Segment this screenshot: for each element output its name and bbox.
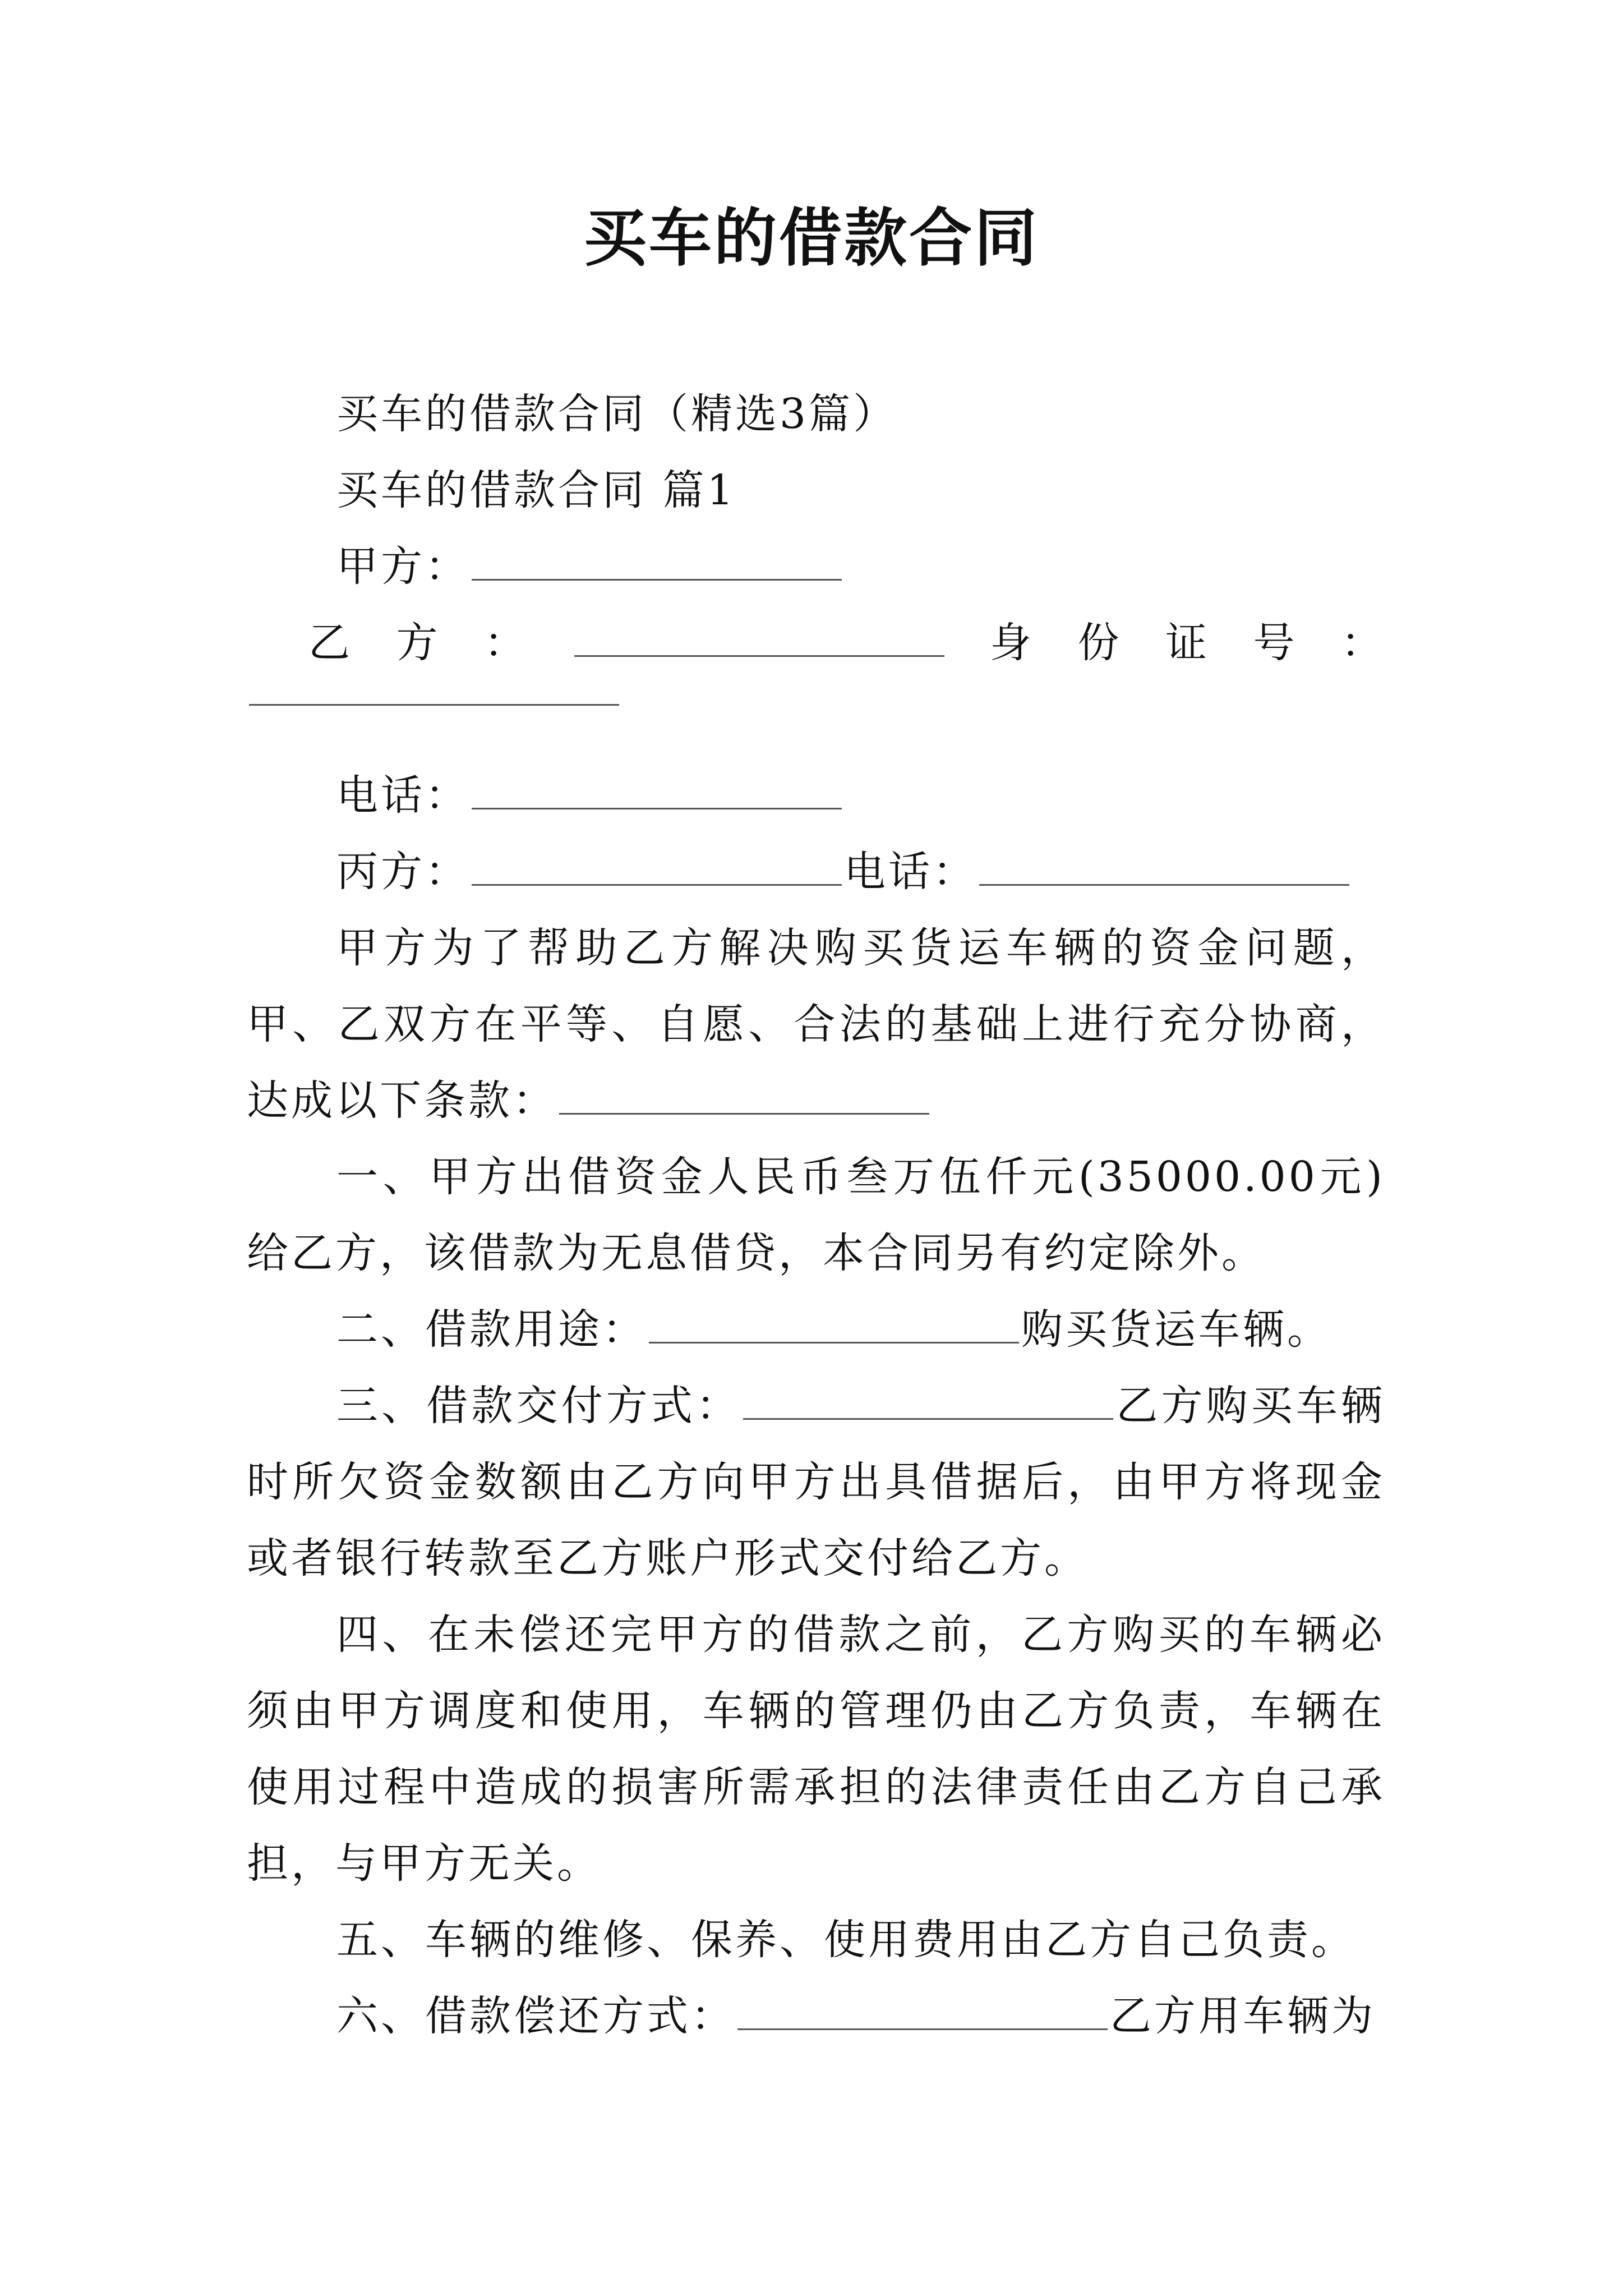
clause-2-blank [649, 1341, 1019, 1343]
clause-4-text: 四、在未偿还完甲方的借款之前，乙方购买的车辆必须由甲方调度和使用，车辆的管理仍由乙方负责，车辆在使用过程中造成的损害所需承担的法律责任由乙方自己承担，与甲方无关。 [247, 1611, 1385, 1888]
id-number-blank [249, 703, 619, 706]
phone-line [247, 757, 1385, 834]
party-c-blank [472, 884, 842, 886]
clause-6-prefix: 六、借款偿还方式： [336, 1992, 735, 2040]
party-b-char: ： [484, 619, 528, 667]
clause-3-suffix: 乙方购买车辆时所欠资金数额由乙方向甲方出具借据后，由甲方将现金或者银行转款至乙方账户形式交付给乙方。 [247, 1382, 1386, 1582]
party-a-line [247, 528, 1385, 605]
clause-5-text: 五、车辆的维修、保养、使用费用由乙方自己负责。 [336, 1916, 1355, 1964]
party-c-phone-blank [979, 884, 1349, 886]
id-number-char: 份 [1077, 619, 1122, 667]
clause-3-prefix: 三、借款交付方式： [336, 1382, 741, 1430]
subtitle-text: 买车的借款合同（精选3篇） [336, 390, 898, 438]
party-a-blank [472, 578, 842, 581]
id-number-char: 证 [1165, 619, 1210, 667]
clause-1 [247, 1139, 1385, 1291]
party-c-phone-label: 电话： [844, 848, 977, 896]
clause-6-blank [737, 2028, 1108, 2030]
id-number-char: 号 [1253, 619, 1298, 667]
clause-2-prefix: 二、借款用途： [336, 1305, 647, 1354]
intro-paragraph [247, 910, 1385, 1139]
clause-2 [247, 1291, 1385, 1368]
party-b-line [247, 605, 1385, 681]
party-c-line [247, 834, 1385, 910]
id-number-char: ： [1341, 619, 1385, 667]
clause-2-suffix: 购买货运车辆。 [1021, 1305, 1331, 1354]
section-heading [247, 452, 1385, 528]
intro-text: 甲方为了帮助乙方解决购买货运车辆的资金问题，甲、乙双方在平等、自愿、合法的基础上进行充分协商，达成以下条款： [247, 924, 1385, 1125]
subtitle [247, 376, 1385, 452]
clause-3-blank [743, 1418, 1113, 1420]
clause-5 [247, 1902, 1385, 1978]
clause-1-text: 一、甲方出借资金人民币叁万伍仟元(35000.00元)给乙方，该借款为无息借贷，本合同另有约定除外。 [247, 1153, 1385, 1277]
id-number-blank-line [247, 681, 1385, 757]
party-a-label: 甲方： [336, 542, 469, 591]
clause-4 [247, 1596, 1385, 1902]
clause-3 [247, 1368, 1385, 1596]
id-number-char: 身 [990, 619, 1034, 667]
clause-6 [247, 1978, 1385, 2054]
document-title: 买车的借款合同 [584, 201, 1039, 275]
party-b-blank [574, 655, 944, 657]
clause-6-suffix: 乙方用车辆为 [1110, 1992, 1376, 2040]
party-c-label: 丙方： [336, 848, 469, 896]
phone-label: 电话： [336, 771, 469, 820]
phone-blank [472, 807, 842, 809]
section-heading-text: 买车的借款合同 篇1 [336, 466, 736, 514]
document-body [247, 376, 1385, 2054]
party-b-char: 方 [396, 619, 441, 667]
party-b-char: 乙 [308, 619, 353, 667]
intro-blank [559, 1112, 929, 1115]
